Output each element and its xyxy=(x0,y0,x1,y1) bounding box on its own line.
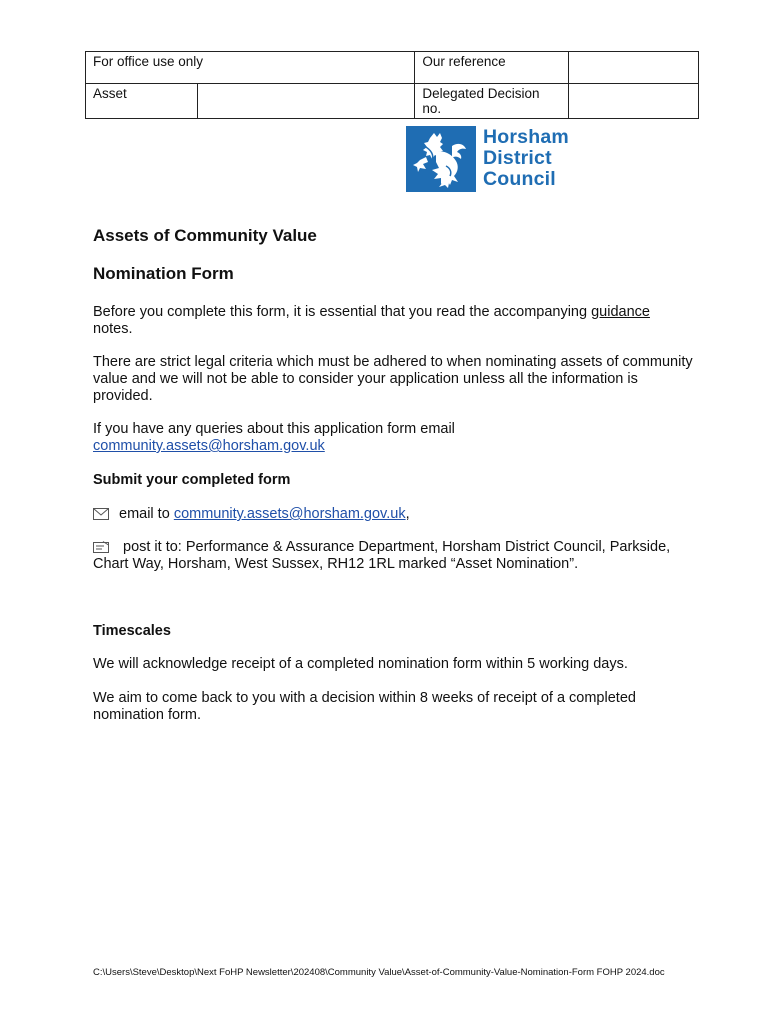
submit-email-link[interactable]: community.assets@horsham.gov.uk xyxy=(173,506,406,522)
queries-paragraph xyxy=(93,421,693,455)
logo-text-horsham: Horsham xyxy=(483,126,569,148)
logo-text-council: Council xyxy=(483,168,556,190)
page-subtitle: Nomination Form xyxy=(93,264,234,283)
office-use-table xyxy=(85,51,699,119)
for-office-use-label: For office use only xyxy=(86,52,415,84)
delegated-decision-label: Delegated Decision no. xyxy=(415,84,569,119)
criteria-paragraph: There are strict legal criteria which must be adhered to when nominating assets of community value and we will not be able to consider your application unless all the information is provided. xyxy=(93,354,693,404)
queries-text: If you have any queries about this application form email xyxy=(93,421,455,437)
submit-post-text: post it to: Performance & Assurance Department, Horsham District Council, Parkside, Chart Way, Horsham, West Sussex, RH12 1RL marked “Asset Nomination”. xyxy=(93,539,671,572)
horsham-district-council-logo xyxy=(406,126,576,192)
intro-paragraph xyxy=(93,304,693,338)
lion-shield-icon xyxy=(406,126,476,192)
envelope-icon xyxy=(93,508,109,520)
submit-post-line xyxy=(93,539,693,573)
asset-label: Asset xyxy=(86,84,198,119)
submit-heading: Submit your completed form xyxy=(93,472,291,488)
intro-text: Before you complete this form, it is essential that you read the accompanying xyxy=(93,304,592,320)
submit-email-prefix: email to xyxy=(119,506,174,522)
footer-file-path: C:\Users\Steve\Desktop\Next FoHP Newsletter\202408\Community Value\Asset-of-Community-Value-Nomination-Form FOHP 2024.doc xyxy=(93,967,665,978)
logo-text-district: District xyxy=(483,147,552,169)
asset-value[interactable] xyxy=(197,84,415,119)
letter-icon xyxy=(93,541,109,553)
timescales-heading: Timescales xyxy=(93,623,171,639)
timescales-acknowledge: We will acknowledge receipt of a completed nomination form within 5 working days. xyxy=(93,656,628,672)
our-reference-label: Our reference xyxy=(415,52,569,84)
our-reference-value[interactable] xyxy=(569,52,699,84)
delegated-decision-value[interactable] xyxy=(569,84,699,119)
guidance-link[interactable]: guidance xyxy=(591,304,650,320)
intro-text-end: notes. xyxy=(93,321,133,337)
submit-email-suffix: , xyxy=(405,506,410,522)
timescales-decision: We aim to come back to you with a decision within 8 weeks of receipt of a completed nomination form. xyxy=(93,690,636,723)
submit-email-line xyxy=(93,506,693,523)
queries-email-link[interactable]: community.assets@horsham.gov.uk xyxy=(93,438,325,454)
page-title: Assets of Community Value xyxy=(93,226,317,245)
